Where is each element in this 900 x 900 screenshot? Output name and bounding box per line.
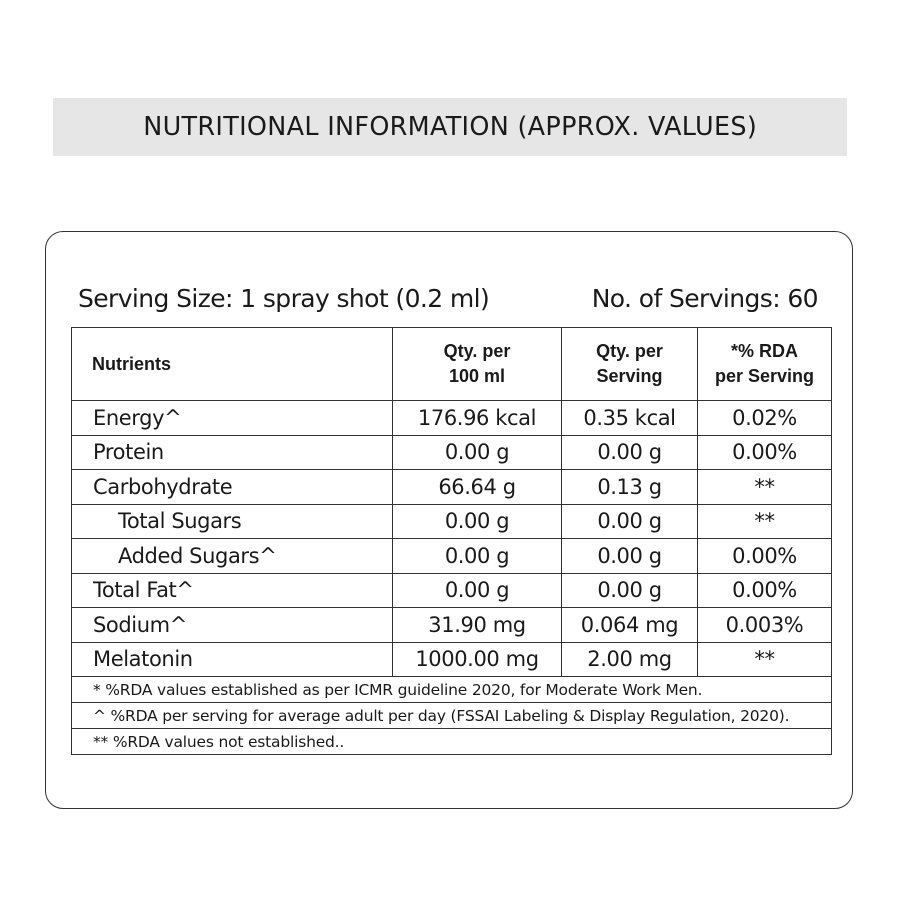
qty-per-100ml: 0.00 g xyxy=(393,539,562,574)
page-title: NUTRITIONAL INFORMATION (APPROX. VALUES) xyxy=(143,112,757,142)
nutrition-table xyxy=(71,327,832,755)
qty-per-100ml: 66.64 g xyxy=(393,470,562,505)
qty-per-100ml: 0.00 g xyxy=(393,435,562,470)
title-bar xyxy=(53,98,847,156)
qty-per-100ml: 31.90 mg xyxy=(393,608,562,643)
table-row xyxy=(72,608,832,643)
nutrient-name: Energy^ xyxy=(72,401,393,436)
footnote-row xyxy=(72,729,832,755)
rda-per-serving: 0.003% xyxy=(698,608,832,643)
header-rda-per-serving: *% RDA per Serving xyxy=(698,328,832,401)
qty-per-serving: 0.13 g xyxy=(562,470,698,505)
nutrient-name: Carbohydrate xyxy=(72,470,393,505)
table-row xyxy=(72,435,832,470)
nutrient-name: Total Fat^ xyxy=(72,573,393,608)
qty-per-100ml: 0.00 g xyxy=(393,573,562,608)
footnote: * %RDA values established as per ICMR guideline 2020, for Moderate Work Men. xyxy=(72,677,832,703)
qty-per-100ml: 1000.00 mg xyxy=(393,642,562,677)
nutrient-name: Protein xyxy=(72,435,393,470)
table-row xyxy=(72,470,832,505)
qty-per-serving: 0.00 g xyxy=(562,573,698,608)
nutrient-name: Total Sugars xyxy=(72,504,393,539)
qty-per-100ml: 0.00 g xyxy=(393,504,562,539)
qty-per-100ml: 176.96 kcal xyxy=(393,401,562,436)
table-row xyxy=(72,642,832,677)
header-qty-per-100ml: Qty. per 100 ml xyxy=(393,328,562,401)
rda-per-serving: 0.00% xyxy=(698,573,832,608)
rda-per-serving: 0.00% xyxy=(698,539,832,574)
rda-per-serving: 0.02% xyxy=(698,401,832,436)
table-row xyxy=(72,539,832,574)
table-row xyxy=(72,401,832,436)
nutrient-name: Added Sugars^ xyxy=(72,539,393,574)
nutrient-name: Melatonin xyxy=(72,642,393,677)
serving-size: Serving Size: 1 spray shot (0.2 ml) xyxy=(78,284,490,313)
footnote-row xyxy=(72,677,832,703)
footnote-row xyxy=(72,703,832,729)
nutrient-name: Sodium^ xyxy=(72,608,393,643)
rda-per-serving: 0.00% xyxy=(698,435,832,470)
qty-per-serving: 0.00 g xyxy=(562,435,698,470)
qty-per-serving: 0.064 mg xyxy=(562,608,698,643)
qty-per-serving: 0.00 g xyxy=(562,504,698,539)
qty-per-serving: 0.00 g xyxy=(562,539,698,574)
rda-per-serving: ** xyxy=(698,642,832,677)
header-qty-per-serving: Qty. per Serving xyxy=(562,328,698,401)
table-row xyxy=(72,573,832,608)
qty-per-serving: 2.00 mg xyxy=(562,642,698,677)
footnote: ^ %RDA per serving for average adult per day (FSSAI Labeling & Display Regulation, 2020). xyxy=(72,703,832,729)
table-row xyxy=(72,504,832,539)
footnote: ** %RDA values not established.. xyxy=(72,729,832,755)
qty-per-serving: 0.35 kcal xyxy=(562,401,698,436)
rda-per-serving: ** xyxy=(698,470,832,505)
header-nutrients: Nutrients xyxy=(72,328,393,401)
number-of-servings: No. of Servings: 60 xyxy=(591,284,818,313)
table-header-row xyxy=(72,328,832,401)
rda-per-serving: ** xyxy=(698,504,832,539)
